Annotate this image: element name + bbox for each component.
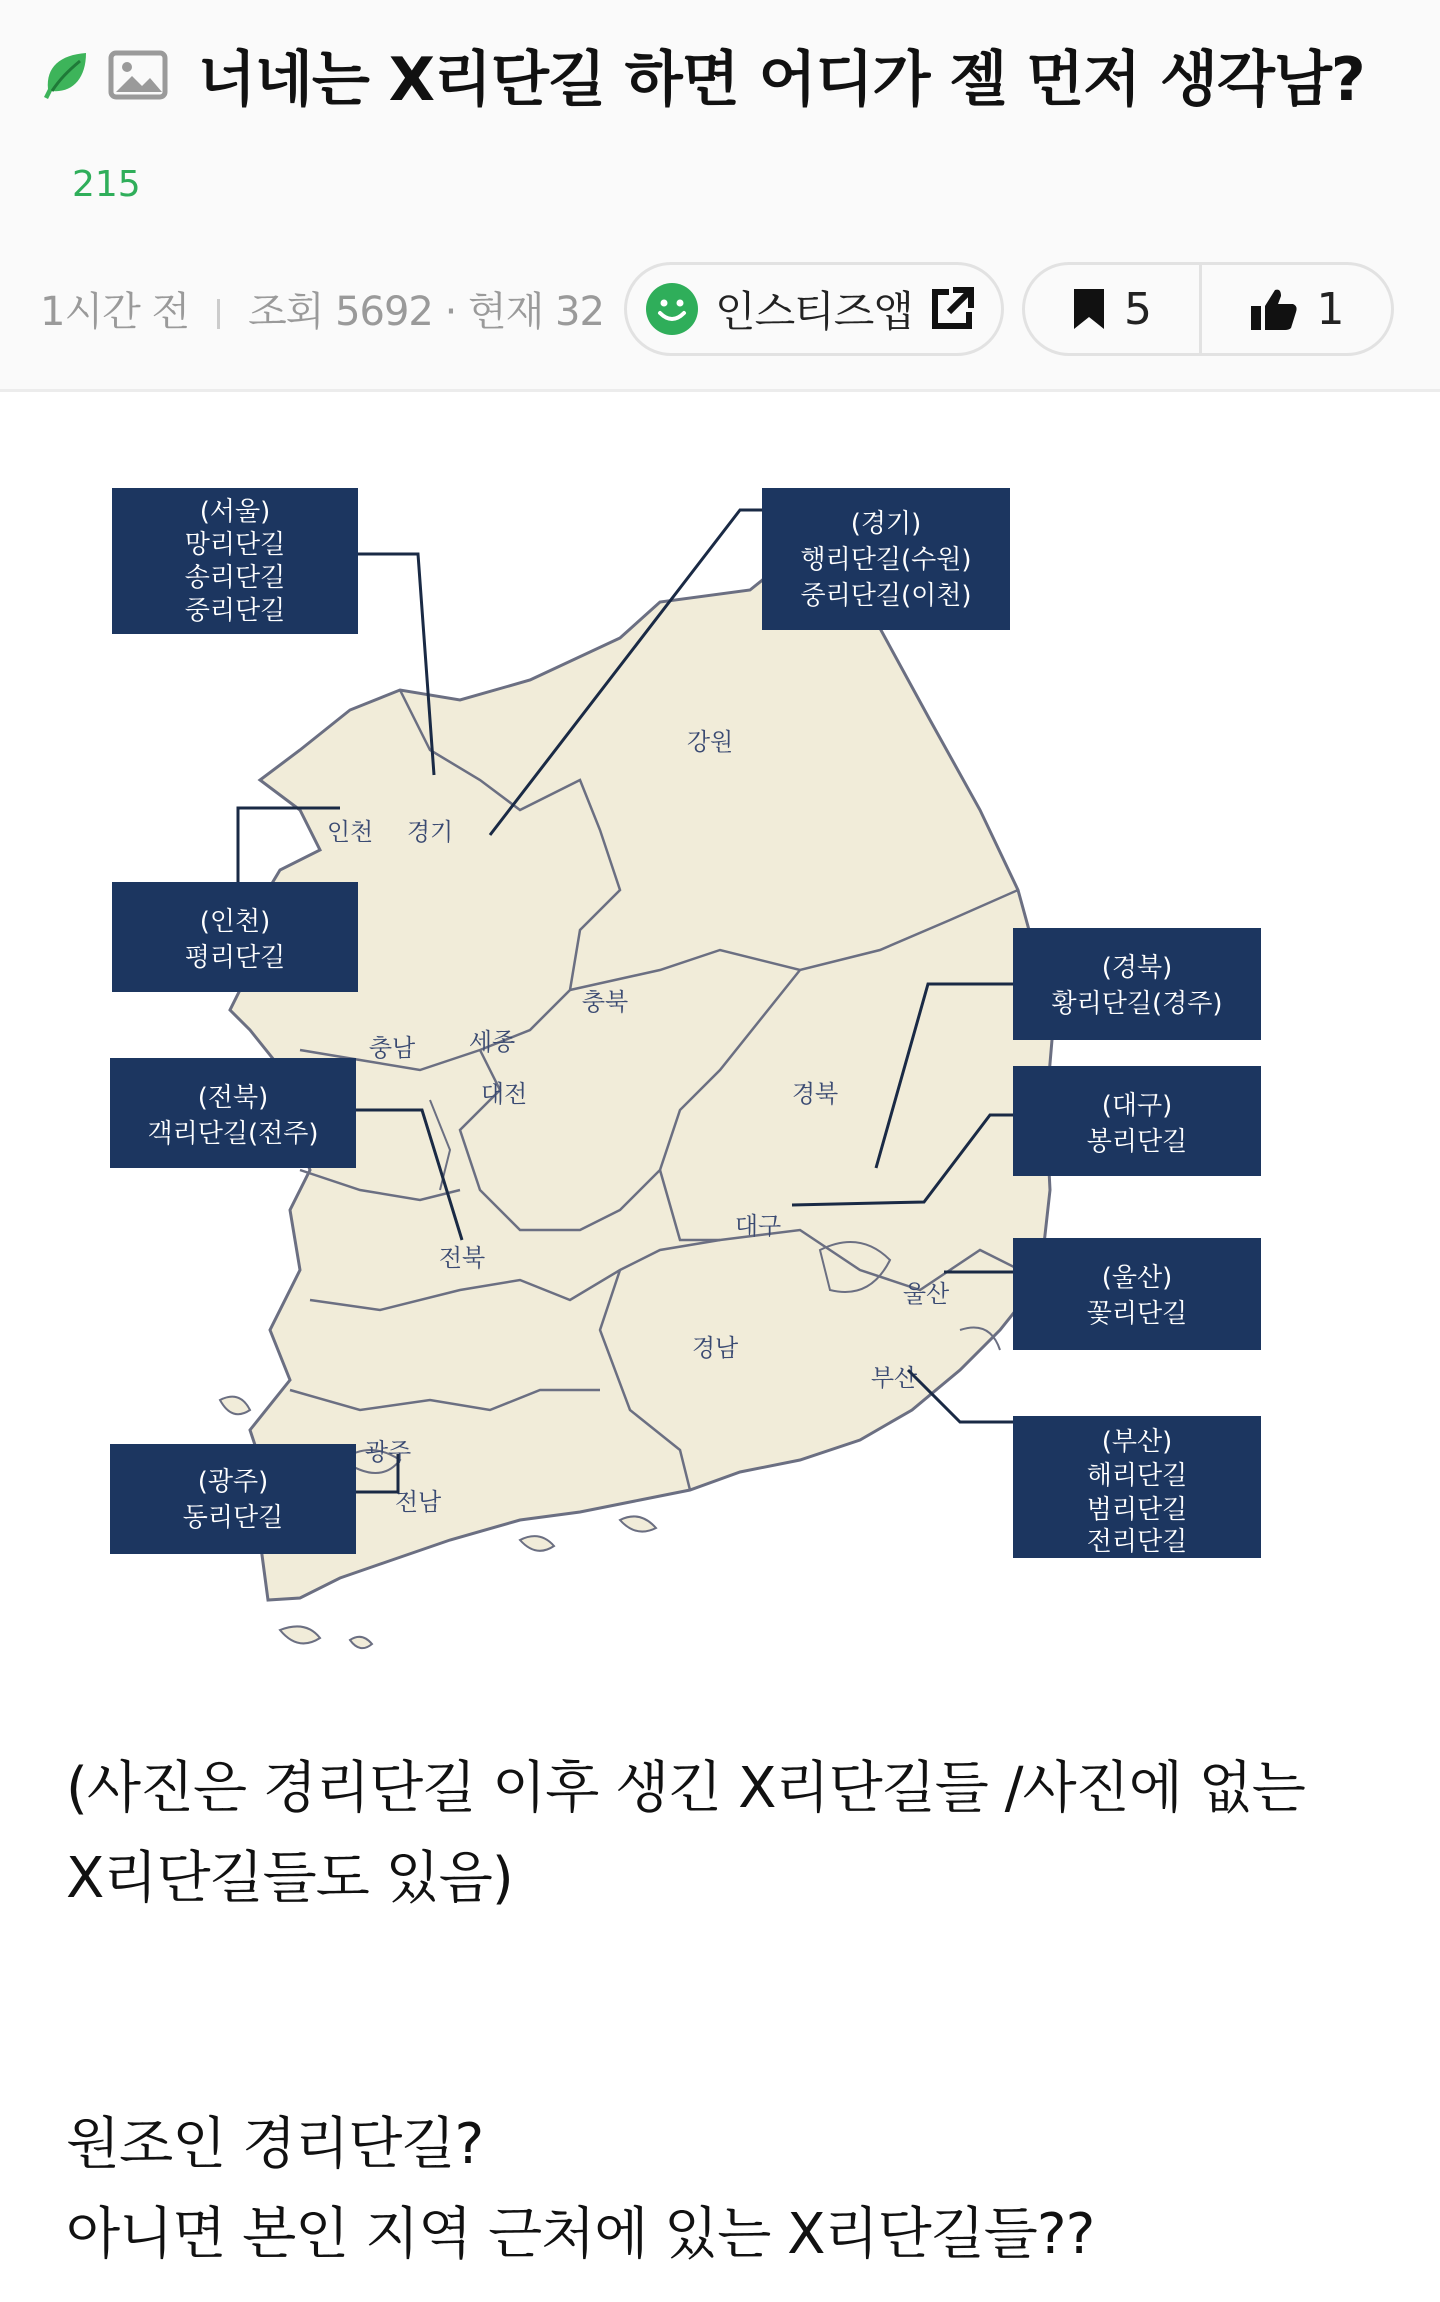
- label-text: (대구): [1101, 1091, 1173, 1121]
- label-text: 꽃리단길: [1086, 1299, 1188, 1329]
- label-text: 송리단길: [184, 563, 286, 593]
- view-count: 조회 5692 · 현재 32: [248, 289, 604, 335]
- island: [350, 1637, 372, 1648]
- content-line-4: 아니면 본인 지역 근처에 있는 X리단길들??: [66, 2202, 1095, 2267]
- label-text: (경기): [850, 509, 922, 539]
- label-text: (경북): [1101, 953, 1173, 983]
- bookmark-button[interactable]: [1025, 265, 1202, 353]
- title-row: [40, 40, 1365, 115]
- open-app-label: 인스티즈앱: [715, 287, 913, 336]
- region-chungnam: 충남: [368, 1034, 416, 1062]
- label-text: 행리단길(수원): [800, 545, 972, 575]
- region-gwangju: 광주: [364, 1438, 412, 1466]
- bookmark-icon: [1072, 287, 1106, 331]
- label-text: 황리단길(경주): [1051, 989, 1223, 1019]
- label-box-busan: [1013, 1416, 1261, 1558]
- content-line-1: (사진은 경리단길 이후 생긴 X리단길들 /사진에 없는: [66, 1756, 1305, 1821]
- region-jeonnam: 전남: [394, 1488, 442, 1516]
- label-text: 동리단길: [182, 1503, 284, 1533]
- label-text: 중리단길: [184, 596, 286, 626]
- label-text: (전북): [197, 1083, 269, 1113]
- time-ago: 1시간 전: [40, 289, 190, 335]
- open-app-button[interactable]: [624, 262, 1004, 356]
- region-gangwon: 강원: [686, 728, 734, 756]
- label-text: 객리단길(전주): [147, 1119, 319, 1149]
- label-text: 망리단길: [184, 530, 286, 560]
- island: [620, 1516, 656, 1531]
- leaf-icon: [40, 49, 92, 101]
- island: [280, 1626, 320, 1643]
- label-text: (울산): [1101, 1263, 1173, 1293]
- island: [220, 1397, 250, 1415]
- region-daejeon: 대전: [480, 1080, 528, 1108]
- korea-map-image: [100, 450, 1300, 1690]
- region-busan: 부산: [870, 1364, 918, 1392]
- label-box-gwangju: [110, 1444, 356, 1554]
- external-link-icon: [927, 284, 977, 334]
- smiley-icon: [645, 282, 699, 336]
- label-box-gyeonggi: [762, 488, 1010, 630]
- label-text: 봉리단길: [1086, 1127, 1188, 1157]
- region-daegu: 대구: [734, 1212, 782, 1240]
- content-line-3: 원조인 경리단길?: [66, 2112, 484, 2177]
- region-sejong: 세종: [468, 1028, 516, 1056]
- content-line-2: X리단길들도 있음): [66, 1846, 513, 1911]
- region-gyeongnam: 경남: [691, 1334, 739, 1362]
- post-meta: [40, 280, 604, 337]
- like-count: 1: [1316, 283, 1345, 335]
- label-box-incheon: [112, 882, 358, 992]
- post-title: 너네는 X리단길 하면 어디가 젤 먼저 생각남?: [198, 45, 1365, 115]
- region-ulsan: 울산: [902, 1280, 950, 1308]
- post-header: [0, 0, 1440, 392]
- region-chungbuk: 충북: [581, 988, 629, 1016]
- label-text: (부산): [1101, 1427, 1173, 1457]
- comment-count[interactable]: 215: [72, 164, 141, 205]
- action-buttons: [1022, 262, 1394, 356]
- label-text: 전리단길: [1086, 1527, 1188, 1557]
- island: [520, 1536, 554, 1551]
- label-box-ulsan: [1013, 1238, 1261, 1350]
- label-text: (광주): [197, 1467, 269, 1497]
- image-icon: [108, 50, 168, 100]
- meta-divider: [217, 299, 220, 329]
- thumbs-up-icon: [1249, 286, 1299, 332]
- label-text: (인천): [199, 907, 271, 937]
- bookmark-count: 5: [1124, 283, 1153, 335]
- region-jeonbuk: 전북: [438, 1244, 486, 1272]
- label-text: 해리단길: [1086, 1461, 1188, 1491]
- korea-map: [100, 450, 1300, 1690]
- label-text: (서울): [199, 497, 271, 527]
- label-box-jeonbuk: [110, 1058, 356, 1168]
- label-text: 범리단길: [1086, 1495, 1188, 1525]
- label-box-gyeongbuk: [1013, 928, 1261, 1040]
- region-incheon: 인천: [326, 818, 374, 846]
- label-box-daegu: [1013, 1066, 1261, 1176]
- region-gyeonggi: 경기: [406, 818, 454, 846]
- like-button[interactable]: [1202, 265, 1391, 353]
- label-text: 중리단길(이천): [800, 581, 972, 611]
- region-gyeongbuk: 경북: [791, 1080, 839, 1108]
- label-text: 평리단길: [184, 943, 286, 973]
- label-box-seoul: [112, 488, 358, 634]
